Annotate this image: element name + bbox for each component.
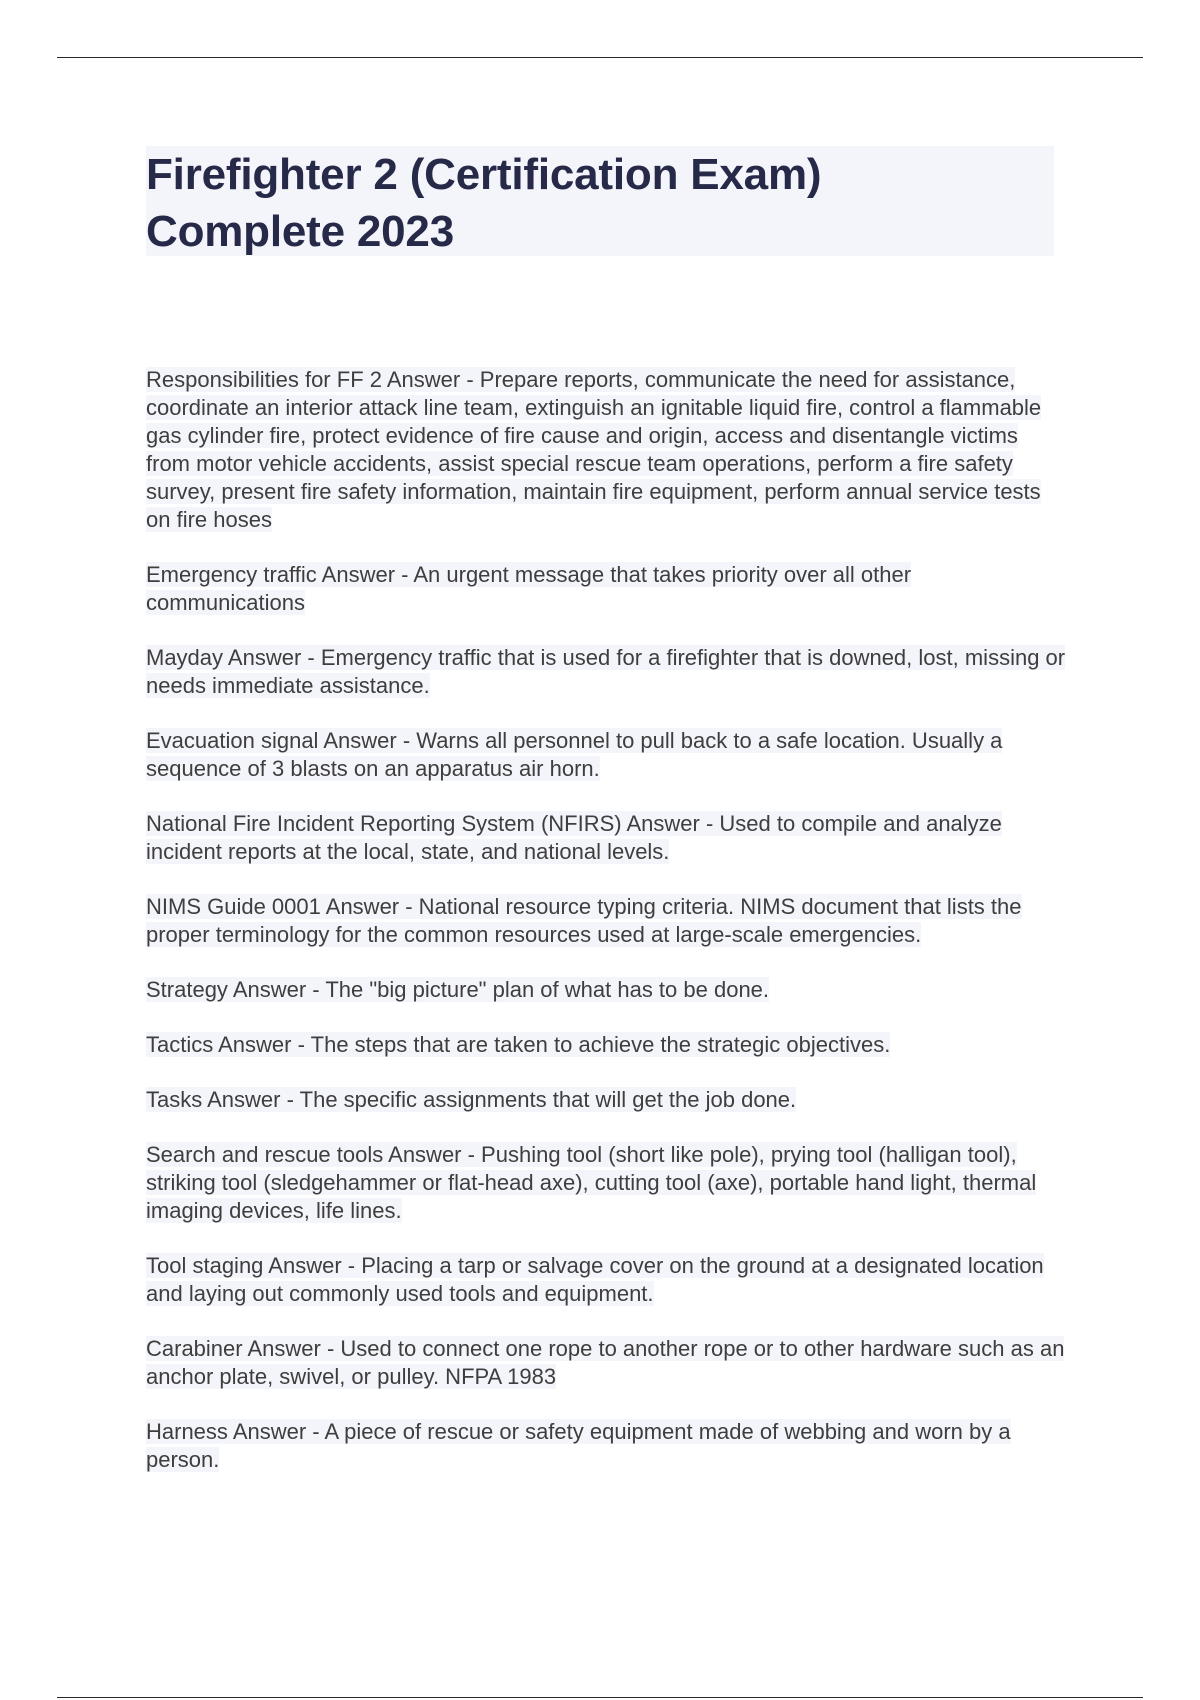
qa-entry-harness	[146, 1418, 1066, 1474]
qa-entry-evacuation-signal	[146, 727, 1066, 783]
qa-entry-text: National Fire Incident Reporting System (NFIRS) Answer - Used to compile and analyze incident reports at the local, state, and national levels.	[146, 811, 1002, 864]
page-title-line-2: Complete 2023	[146, 207, 454, 256]
qa-entry-carabiner	[146, 1335, 1066, 1391]
qa-entry-text: Tactics Answer - The steps that are taken to achieve the strategic objectives.	[146, 1032, 891, 1057]
qa-entry-text: Mayday Answer - Emergency traffic that is used for a firefighter that is downed, lost, missing or needs immediate assistance.	[146, 645, 1066, 698]
qa-entry-search-rescue-tools	[146, 1141, 1066, 1225]
qa-entry-text: Strategy Answer - The "big picture" plan of what has to be done.	[146, 977, 770, 1002]
qa-entry-text: Tool staging Answer - Placing a tarp or salvage cover on the ground at a designated location and laying out commonly used tools and equipment.	[146, 1253, 1044, 1306]
qa-entry-text: Tasks Answer - The specific assignments that will get the job done.	[146, 1087, 797, 1112]
qa-entry-mayday	[146, 644, 1066, 700]
qa-entry-text: Responsibilities for FF 2 Answer - Prepare reports, communicate the need for assistance, coordinate an interior attack line team, extinguish an ignitable liquid fire, control a flammable gas cylinder fire, protect evidence of fire cause and origin, access and disentangle victims from motor vehicle accidents, assist special rescue team operations, perform a fire safety survey, present fire safety information, maintain fire equipment, perform annual service tests on fire hoses	[146, 367, 1042, 532]
qa-entry-text: Evacuation signal Answer - Warns all personnel to pull back to a safe location. Usually a sequence of 3 blasts on an apparatus air horn.	[146, 728, 1003, 781]
qa-list	[146, 366, 1066, 1501]
header-divider	[57, 57, 1143, 58]
qa-entry-nfirs	[146, 810, 1066, 866]
qa-entry-tactics	[146, 1031, 1066, 1059]
page-title-line-1: Firefighter 2 (Certification Exam)	[146, 150, 822, 199]
qa-entry-text: Carabiner Answer - Used to connect one rope to another rope or to other hardware such as an anchor plate, swivel, or pulley. NFPA 1983	[146, 1336, 1065, 1389]
page-title	[146, 146, 1054, 260]
qa-entry-emergency-traffic	[146, 561, 1066, 617]
qa-entry-nims-guide	[146, 893, 1066, 949]
qa-entry-text: Emergency traffic Answer - An urgent message that takes priority over all other communications	[146, 562, 912, 615]
qa-entry-text: Harness Answer - A piece of rescue or safety equipment made of webbing and worn by a person.	[146, 1419, 1011, 1472]
qa-entry-strategy	[146, 976, 1066, 1004]
qa-entry-responsibilities-ff2	[146, 366, 1066, 534]
title-block	[146, 146, 1054, 256]
qa-entry-tool-staging	[146, 1252, 1066, 1308]
qa-entry-tasks	[146, 1086, 1066, 1114]
qa-entry-text: NIMS Guide 0001 Answer - National resource typing criteria. NIMS document that lists the proper terminology for the common resources used at large-scale emergencies.	[146, 894, 1022, 947]
qa-entry-text: Search and rescue tools Answer - Pushing tool (short like pole), prying tool (halligan tool), striking tool (sledgehammer or flat-head axe), cutting tool (axe), portable hand light, thermal imaging devices, life lines.	[146, 1142, 1037, 1223]
footer-divider	[57, 1697, 1143, 1698]
